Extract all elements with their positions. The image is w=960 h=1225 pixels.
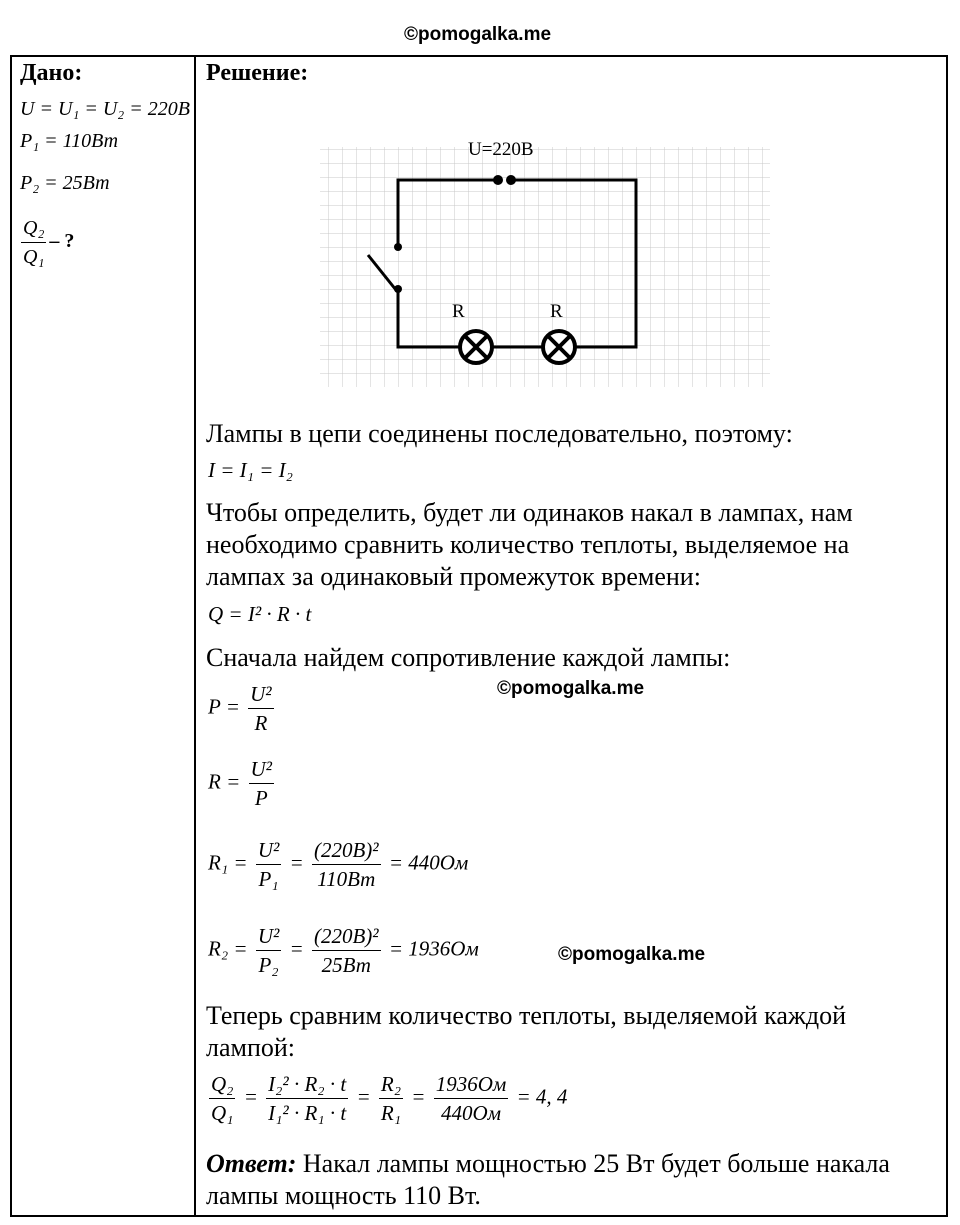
lamp2-label: R	[550, 301, 563, 322]
terminal-right	[506, 175, 516, 185]
switch-contact-top	[394, 243, 402, 251]
text-compare-each: Теперь сравним количество теплоты, выделяемой каждой лампой:	[206, 1001, 847, 1062]
circuit-diagram	[300, 135, 780, 395]
answer-text: Накал лампы мощностью 25 Вт будет больше накала лампы мощность 110 Вт.	[206, 1149, 890, 1210]
lamp1-icon	[460, 331, 492, 363]
given-power1: P₁ = 110Вт	[20, 130, 119, 152]
answer	[206, 1148, 936, 1212]
given-question-mark: – ?	[49, 230, 75, 253]
given-power2: P₂ = 25Вт	[20, 172, 110, 194]
eq-power: P = $\frac{\text{U²}}{R}$	[208, 682, 272, 735]
text-series-connection: Лампы в цепи соединены последовательно, поэтому:	[206, 419, 793, 448]
eq-resistance: R = $\frac{\text{U²}}{P}$	[208, 757, 272, 810]
switch-contact-bottom	[394, 285, 402, 293]
watermark-middle: ©pomogalka.me	[497, 678, 645, 699]
given-question-fraction: $\frac{\text{Q₂}}{\text{Q₁}}$	[23, 217, 45, 268]
column-divider	[194, 55, 196, 1217]
given-voltage: U = U₁ = U₂ = 220В	[20, 98, 190, 120]
eq-r1: R₁ = $\frac{\text{U²}}{\text{P₁}}$ = (220В)² 110Вт = 440Ом	[208, 838, 469, 891]
voltage-label: U=220В	[468, 139, 534, 160]
watermark-top: ©pomogalka.me	[404, 24, 552, 45]
lamp2-icon	[543, 331, 575, 363]
watermark-bottom: ©pomogalka.me	[558, 944, 706, 965]
given-header: Дано:	[20, 60, 83, 86]
answer-label: Ответ:	[206, 1149, 297, 1178]
terminal-left	[493, 175, 503, 185]
solution-header: Решение:	[206, 60, 309, 86]
eq-current: I = I₁ = I₂	[208, 458, 293, 482]
eq-heat: Q = I² · R · t	[208, 602, 312, 626]
eq-ratio: $\frac{\text{Q₂}}{\text{Q₁}}$ = $\frac{\text{I₂² · R₂ · t}}{\text{I₁² · R₁ · t}}$ = $\frac{\text{R₂}}{\text{R₁}}$ = 1936Ом 440Ом = 4, 4	[211, 1072, 568, 1125]
lamp1-label: R	[452, 301, 465, 322]
eq-r2: R₂ = $\frac{\text{U²}}{\text{P₂}}$ = (220В)² 25Вт = 1936Ом	[208, 924, 479, 977]
given-question	[18, 216, 74, 269]
text-compare-heat: Чтобы определить, будет ли одинаков накал в лампах, нам необходимо сравнить количество теплоты, выделяемое на лампах за одинаковый промежуток времени:	[206, 498, 853, 591]
text-find-resistance: Сначала найдем сопротивление каждой лампы:	[206, 643, 731, 672]
